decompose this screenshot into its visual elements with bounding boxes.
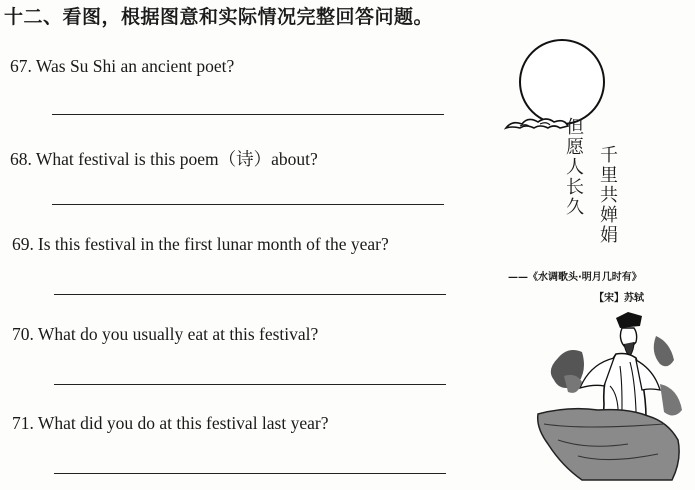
answer-line-69[interactable]: [54, 294, 446, 295]
question-number: 70.: [12, 324, 34, 344]
question-71: [12, 413, 329, 434]
question-67: [10, 56, 234, 77]
question-number: 69.: [12, 234, 34, 254]
answer-line-68[interactable]: [52, 204, 444, 205]
poem-line-2: 千里共婵娟: [600, 145, 618, 246]
answer-line-71[interactable]: [54, 473, 446, 474]
question-text: What festival is this poem（诗）about?: [35, 149, 318, 169]
answer-line-67[interactable]: [52, 114, 444, 115]
poem-line-1: 但愿人长久: [566, 117, 584, 218]
moon-and-poet-drawing: [498, 36, 688, 486]
question-68: [10, 146, 318, 171]
cliff: [538, 409, 679, 480]
question-text: What do you usually eat at this festival?: [37, 324, 319, 344]
question-number: 71.: [12, 413, 34, 433]
question-number: 68.: [10, 149, 32, 169]
question-69: [12, 234, 389, 255]
question-text: What did you do at this festival last year?: [37, 413, 329, 433]
answer-line-70[interactable]: [54, 384, 446, 385]
poem-author: 【宋】苏轼: [594, 293, 644, 304]
illustration: [498, 36, 688, 486]
cloud: [506, 119, 568, 128]
question-text: Was Su Shi an ancient poet?: [35, 56, 235, 76]
section-heading: 十二、看图，根据图意和实际情况完整回答问题。: [4, 6, 434, 28]
poem-source: ——《水调歌头·明月几时有》: [508, 272, 642, 283]
moon: [520, 40, 604, 124]
question-70: [12, 324, 318, 345]
question-number: 67.: [10, 56, 32, 76]
question-text: Is this festival in the first lunar month of the year?: [37, 234, 389, 254]
